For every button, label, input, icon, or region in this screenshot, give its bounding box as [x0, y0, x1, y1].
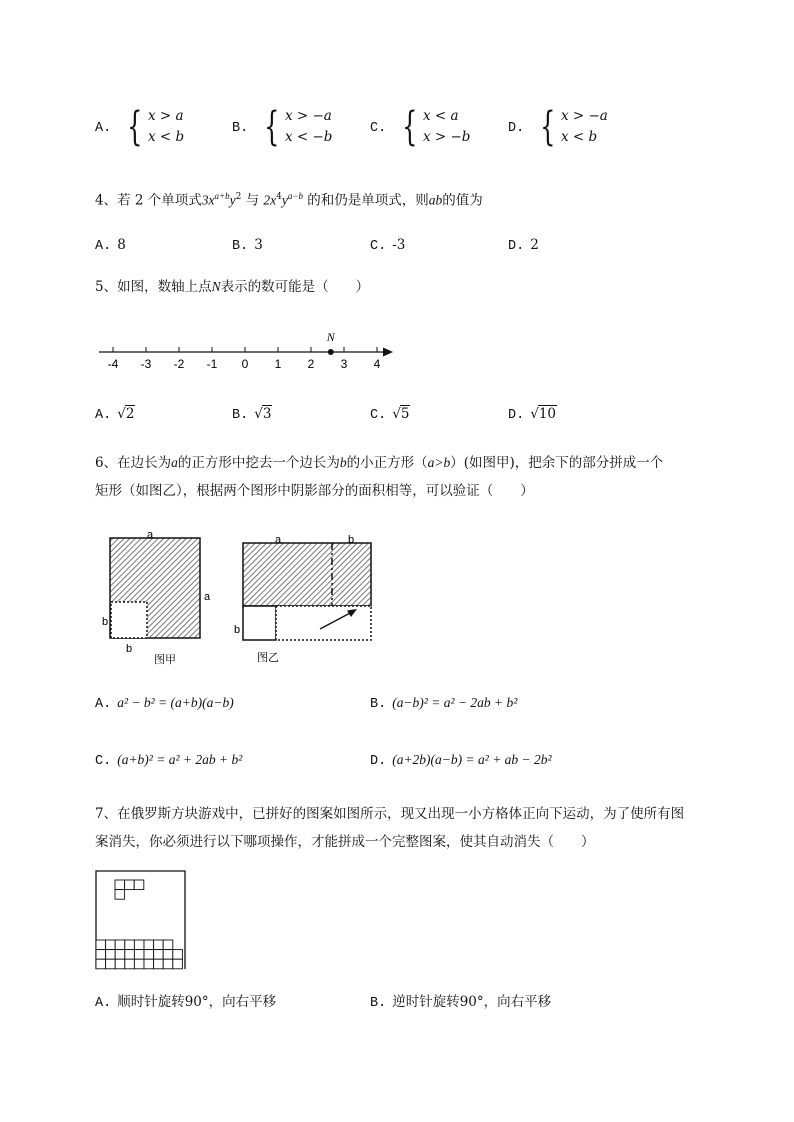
option-text: 顺时针旋转90°，向右平移	[117, 994, 277, 1010]
option-label: C.	[370, 408, 387, 423]
tetris-row-cell	[154, 959, 164, 969]
brace-icon: {	[401, 104, 417, 150]
sqrt-icon: √	[530, 406, 539, 422]
figure-yi-b-square	[243, 606, 276, 640]
q4-term2-yexp: a−b	[287, 191, 303, 201]
tetris-row-cell	[106, 940, 116, 950]
q4-term1-exp: a+b	[214, 191, 230, 201]
q4-option-c	[370, 237, 405, 254]
point-n-label: N	[326, 330, 335, 344]
figure-yi-left-b: b	[234, 624, 241, 636]
number-line-tick-label: -3	[140, 357, 152, 371]
q6-line1-c: 的小正方形（	[346, 455, 428, 471]
q6-option-a	[95, 695, 234, 712]
tetris-row-cell	[115, 950, 125, 960]
q6-option-b	[370, 695, 517, 712]
figure-jia-caption: 图甲	[154, 653, 176, 666]
q4-suffix2: 的值为	[442, 192, 483, 209]
figure-yi-b-label: b	[348, 534, 355, 546]
figure-jia-left-b: b	[102, 616, 109, 628]
q7-line2: 案消失，你必须进行以下哪项操作，才能拼成一个完整图案，使其自动消失（ ）	[95, 834, 595, 850]
figure-jia-bottom-b: b	[126, 643, 133, 655]
point-n-marker	[328, 349, 334, 355]
q5-option-a	[95, 405, 135, 423]
option-label: D.	[508, 408, 525, 423]
inequality-bottom: x > −b	[422, 129, 471, 145]
q5-stem-b: 表示的数可能是（ ）	[220, 279, 370, 295]
tetris-row-cell	[115, 940, 125, 950]
q4-term1-yexp: 2	[235, 192, 242, 202]
option-label: A.	[95, 996, 112, 1011]
tetris-row-cell	[96, 959, 106, 969]
number-line-tick-label: 3	[340, 357, 348, 371]
q4-term1-y: y	[229, 192, 236, 208]
q4-term2: 2x	[263, 192, 277, 208]
tetris-row-cell	[125, 950, 135, 960]
option-label: A.	[95, 697, 112, 712]
option-text: -3	[392, 237, 406, 253]
option-expr: (a−b)² = a² − 2ab + b²	[392, 695, 518, 710]
figure-jia-side-label: a	[204, 591, 211, 603]
radicand: 2	[125, 406, 135, 422]
option-expr: (a+b)² = a² + 2ab + b²	[117, 752, 243, 767]
tetris-row-cell	[144, 940, 154, 950]
q5-point-name: N	[211, 279, 221, 294]
number-line-tick-label: 4	[373, 357, 381, 371]
tetris-row-cell	[173, 959, 183, 969]
tetris-row-cell	[134, 940, 144, 950]
option-label: B.	[370, 996, 387, 1011]
option-label: C.	[370, 239, 387, 254]
option-label: D.	[508, 120, 525, 136]
tetris-row-cell	[134, 950, 144, 960]
tetris-row-cell	[144, 950, 154, 960]
tetris-piece-cell	[134, 880, 144, 890]
q4-mid: 与	[241, 192, 264, 209]
inequality-bottom: x < b	[147, 129, 185, 145]
number-line-tick-label: 2	[307, 357, 315, 371]
radicand: 5	[400, 406, 410, 422]
tetris-row-cell	[173, 950, 183, 960]
tetris-row-cell	[154, 940, 164, 950]
option-label: C.	[370, 120, 387, 136]
q3-option-a	[95, 106, 184, 148]
option-label: A.	[95, 408, 112, 423]
q3-option-d	[508, 106, 608, 148]
option-label: B.	[232, 408, 249, 423]
radicand: 3	[262, 406, 272, 422]
number-line-tick-label: 1	[274, 357, 282, 371]
q6-line1-d: ）(如图甲)，把余下的部分拼成一个	[450, 455, 664, 471]
q4-option-b	[232, 237, 263, 254]
option-text: 3	[254, 237, 263, 253]
q7-option-b	[370, 990, 551, 1011]
q5-stem-a: 5、如图，数轴上点	[95, 279, 212, 295]
inequality-top: x > −a	[284, 108, 332, 124]
sqrt-icon: √	[392, 406, 401, 422]
q7-stem	[95, 800, 684, 856]
q4-option-a	[95, 237, 126, 254]
inequality-top: x > −a	[560, 108, 608, 124]
tetris-row-cell	[163, 959, 173, 969]
q3-option-c	[370, 106, 470, 148]
q7-option-a	[95, 990, 276, 1011]
option-expr: (a+2b)(a−b) = a² + ab − 2b²	[392, 752, 552, 767]
tetris-piece-cell	[115, 890, 125, 900]
option-label: A.	[95, 120, 112, 136]
option-text: 逆时针旋转90°，向右平移	[392, 994, 552, 1010]
tetris-row-cell	[163, 940, 173, 950]
tetris-row-cell	[125, 940, 135, 950]
figure-jia-small-square	[111, 602, 147, 638]
option-label: D.	[370, 754, 387, 769]
q3-option-b	[232, 106, 332, 148]
q5-option-b	[232, 405, 272, 423]
option-text: 2	[530, 237, 539, 253]
q4-stem	[95, 182, 483, 215]
sqrt-icon: √	[117, 406, 126, 422]
arrow-head-icon	[383, 348, 393, 357]
tetris-falling-piece	[115, 880, 144, 899]
number-line-figure	[95, 320, 405, 376]
tetris-row-cell	[125, 959, 135, 969]
q5-stem	[95, 273, 369, 301]
option-text: 8	[117, 237, 126, 253]
brace-icon: {	[126, 104, 142, 150]
q6-option-d	[370, 752, 552, 769]
q7-line1: 7、在俄罗斯方块游戏中，已拼好的图案如图所示，现又出现一小方格体正向下运动，为了使所有图	[95, 806, 685, 822]
number-line-tick-label: -4	[107, 357, 119, 371]
tetris-bottom-rows	[96, 940, 182, 969]
figure-yi-caption: 图乙	[257, 651, 279, 664]
option-label: D.	[508, 239, 525, 254]
radicand: 10	[538, 406, 556, 422]
q6-line2: 矩形（如图乙），根据两个图形中阴影部分的面积相等，可以验证（ ）	[95, 483, 534, 499]
q6-var-b: b	[339, 455, 347, 470]
q4-term2-y: y	[281, 192, 288, 208]
q5-option-d	[508, 405, 557, 423]
q4-term2-exp: 4	[276, 192, 282, 202]
sqrt-icon: √	[254, 406, 263, 422]
tetris-row-cell	[96, 940, 106, 950]
q5-option-c	[370, 405, 410, 423]
tetris-piece-cell	[115, 880, 125, 890]
tetris-row-cell	[115, 959, 125, 969]
q6-line1-a: 6、在边长为	[95, 455, 172, 471]
option-label: B.	[232, 239, 249, 254]
number-line-tick-label: -1	[206, 357, 218, 371]
inequality-top: x < a	[422, 108, 459, 124]
brace-icon: {	[263, 104, 279, 150]
option-expr: a² − b² = (a+b)(a−b)	[117, 695, 234, 710]
option-label: B.	[232, 120, 249, 136]
figure-yi-moved-rectangle	[276, 606, 371, 640]
tetris-row-cell	[144, 959, 154, 969]
q4-var: ab	[428, 192, 443, 208]
figure-yi-rectangle	[243, 543, 371, 606]
inequality-top: x > a	[147, 108, 184, 124]
q6-var-a: a	[171, 455, 178, 470]
q6-condition: a>b	[427, 455, 451, 470]
tetris-row-cell	[106, 950, 116, 960]
figure-yi-a-label: a	[275, 534, 282, 546]
figure-jia-top-label: a	[147, 529, 154, 541]
tetris-row-cell	[163, 950, 173, 960]
option-label: C.	[95, 754, 112, 769]
q4-term1: 3x	[201, 192, 215, 208]
q6-line1-b: 的正方形中挖去一个边长为	[177, 455, 340, 471]
number-line-tick-label: -2	[173, 357, 185, 371]
q6-stem	[95, 449, 663, 505]
q4-suffix1: 的和仍是单项式，则	[302, 192, 429, 209]
option-label: B.	[370, 697, 387, 712]
q4-prefix: 4、若 2 个单项式	[95, 192, 202, 209]
inequality-bottom: x < b	[560, 129, 598, 145]
tetris-row-cell	[154, 950, 164, 960]
q4-option-d	[508, 237, 539, 254]
tetris-row-cell	[96, 950, 106, 960]
option-label: A.	[95, 239, 112, 254]
number-line-tick-label: 0	[241, 357, 249, 371]
q6-option-c	[95, 752, 242, 769]
inequality-bottom: x < −b	[284, 129, 333, 145]
tetris-piece-cell	[125, 880, 135, 890]
tetris-row-cell	[106, 959, 116, 969]
tetris-row-cell	[134, 959, 144, 969]
brace-icon: {	[539, 104, 555, 150]
square-figures	[100, 528, 400, 668]
tetris-figure	[95, 870, 187, 970]
